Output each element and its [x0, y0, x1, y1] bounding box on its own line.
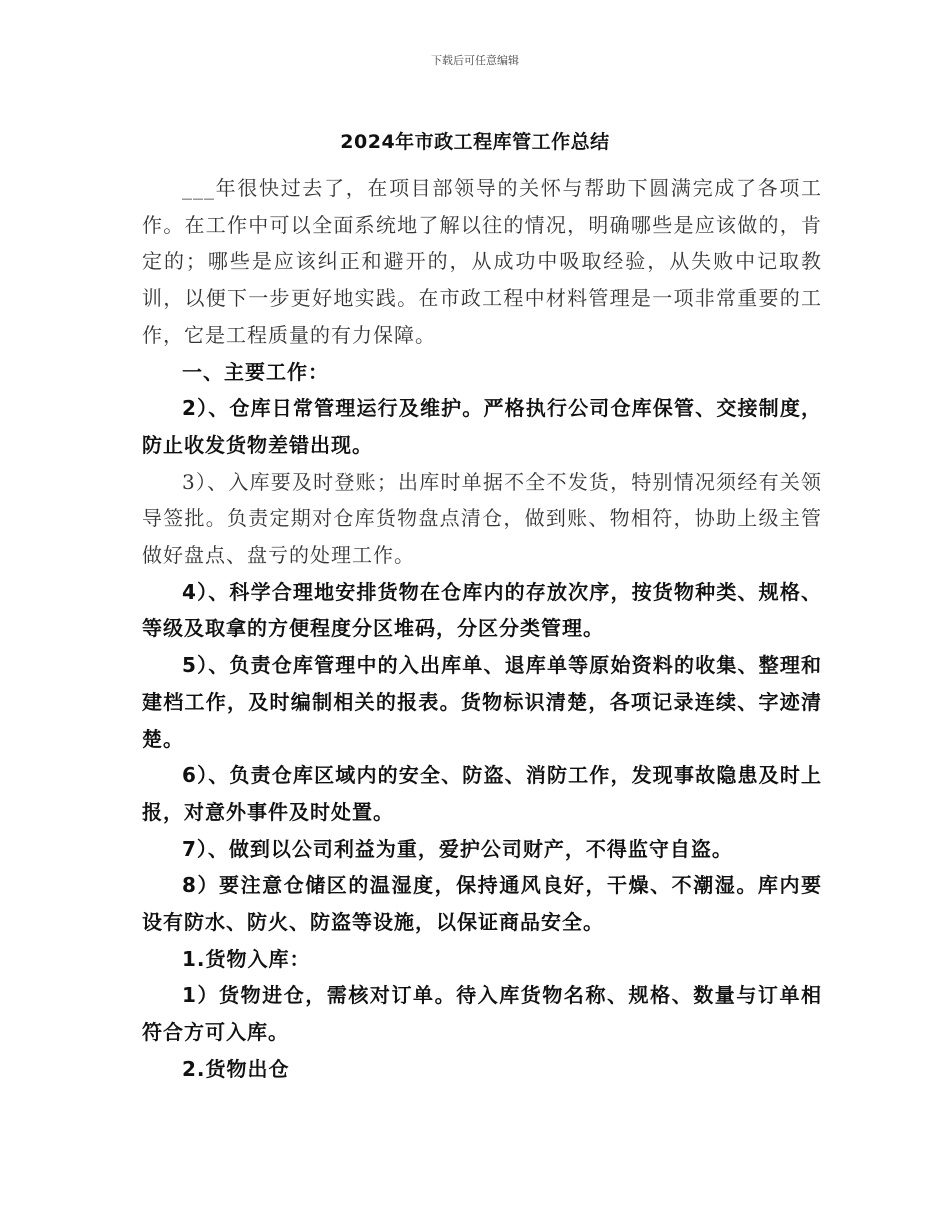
header-note: 下载后可任意编辑: [431, 54, 519, 67]
paragraph-intro: ___年很快过去了，在项目部领导的关怀与帮助下圆满完成了各项工作。在工作中可以全面系统地了解以往的情况，明确哪些是应该做的，肯定的；哪些是应该纠正和避开的，从成功中吸取经验，从失败中记取教训，以便下一步更好地实践。在市政工程中材料管理是一项非常重要的工作，它是工程质量的有力保障。: [142, 176, 822, 347]
document-body: [142, 170, 822, 1088]
paragraph-item-7: 7）、做到以公司利益为重，爱护公司财产，不得监守自盗。: [182, 836, 733, 861]
paragraph-item-5: 5）、负责仓库管理中的入出库单、退库单等原始资料的收集、整理和建档工作，及时编制相关的报表。货物标识清楚，各项记录连续、字迹清楚。: [142, 653, 822, 751]
section-heading-main-work: 一、主要工作：: [182, 359, 329, 384]
document-title: 2024年市政工程库管工作总结: [340, 131, 610, 153]
paragraph-item-8: 8）要注意仓储区的温湿度，保持通风良好，干燥、不潮湿。库内要设有防水、防火、防盗等设施，以保证商品安全。: [142, 873, 822, 935]
paragraph-item-2: 2）、仓库日常管理运行及维护。严格执行公司仓库保管、交接制度，防止收发货物差错出现。: [142, 396, 822, 457]
paragraph-item-3: 3）、入库要及时登账；出库时单据不全不发货，特别情况须经有关领导签批。负责定期对仓库货物盘点清仓，做到账、物相符，协助上级主管做好盘点、盘亏的处理工作。: [142, 469, 822, 568]
paragraph-inbound-1: 1）货物进仓，需核对订单。待入库货物名称、规格、数量与订单相符合方可入库。: [142, 983, 822, 1045]
paragraph-item-6: 6）、负责仓库区域内的安全、防盗、消防工作，发现事故隐患及时上报，对意外事件及时处置。: [142, 763, 822, 824]
paragraph-item-4: 4）、科学合理地安排货物在仓库内的存放次序，按货物种类、规格、等级及取拿的方便程度分区堆码，分区分类管理。: [142, 579, 822, 641]
subheading-goods-inbound: 1.货物入库：: [182, 946, 311, 971]
subheading-goods-outbound: 2.货物出仓: [182, 1056, 290, 1081]
